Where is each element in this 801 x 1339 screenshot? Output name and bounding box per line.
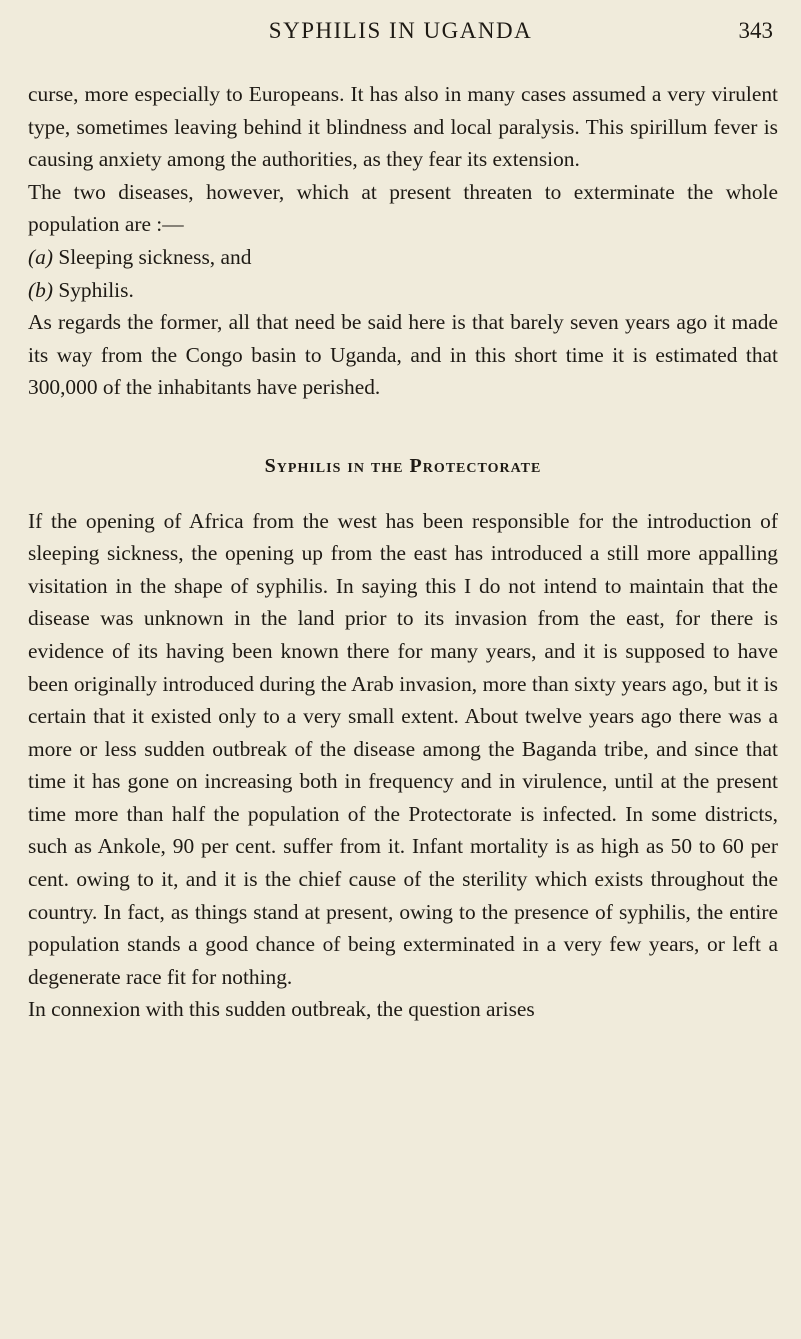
running-head (0, 0, 801, 60)
list-item-a (28, 241, 778, 274)
list-marker-b: (b) (28, 277, 53, 302)
list-text-a: Sleeping sickness, and (58, 244, 252, 269)
paragraph-connexion: In connexion with this sudden outbreak, the question arises (28, 997, 535, 1022)
paragraph-two-diseases: The two diseases, however, which at present threaten to exterminate the whole population are :— (28, 179, 778, 237)
page-number: 343 (738, 18, 773, 43)
paragraph-continued: curse, more especially to Europeans. It has also in many cases assumed a very virulent type, sometimes leaving behind it blindness and local paralysis. This spirillum fever is causing anxiety among the authorities, as they fear its extension. (28, 82, 778, 172)
body-text (28, 78, 778, 1026)
list-item-b (28, 274, 778, 307)
list-text-b: Syphilis. (58, 277, 134, 302)
paragraph-syphilis-protectorate: If the opening of Africa from the west has been responsible for the introduction of sleeping sickness, the opening up from the east has introduced a still more appalling visitation in the shape of syphilis. In saying this I do not intend to maintain that the disease was unknown in the land prior to its invasion from the east, for there is evidence of its having been known there for many years, and it is supposed to have been originally introduced during the Arab invasion, more than sixty years ago, but it is certain that it existed only to a very small extent. About twelve years ago there was a more or less sudden outbreak of the disease among the Baganda tribe, and since that time it has gone on increasing both in frequency and in virulence, until at the present time more than half the population of the Protectorate is infected. In some districts, such as Ankole, 90 per cent. suffer from it. Infant mortality is as high as 50 to 60 per cent. owing to it, and it is the chief cause of the sterility which exists throughout the country. In fact, as things stand at present, owing to the presence of syphilis, the entire population stands a good chance of being exterminated in a very few years, or left a degenerate race fit for nothing. (28, 508, 778, 989)
paragraph-sleeping-sickness: As regards the former, all that need be said here is that barely seven years ago it made its way from the Congo basin to Uganda, and in this short time it is estimated that 300,000 of the inhabitants have perished. (28, 310, 778, 400)
running-title: SYPHILIS IN UGANDA (268, 18, 533, 43)
list-marker-a: (a) (28, 244, 53, 269)
section-heading: Syphilis in the Protectorate (264, 454, 542, 477)
